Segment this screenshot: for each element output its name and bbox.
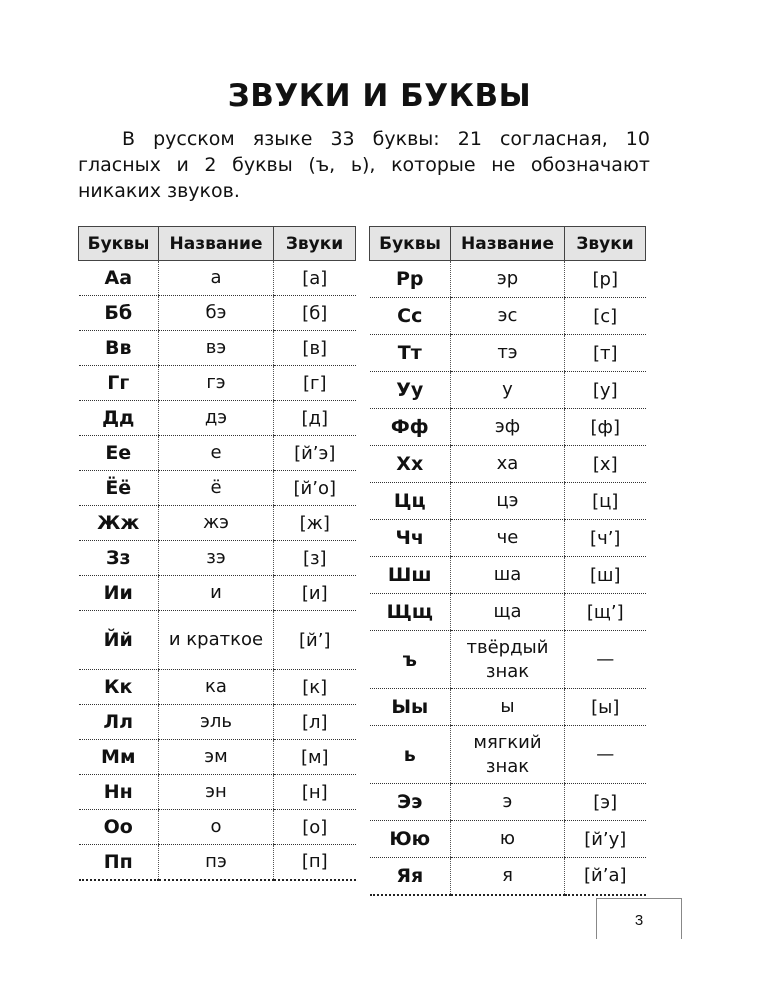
name-cell: о bbox=[159, 810, 274, 845]
table-row bbox=[79, 436, 356, 471]
name-cell: вэ bbox=[159, 331, 274, 366]
sound-cell: [ш] bbox=[565, 557, 646, 594]
table-row bbox=[79, 670, 356, 705]
table-row bbox=[370, 372, 646, 409]
name-cell: цэ bbox=[451, 483, 565, 520]
letter-cell: Цц bbox=[370, 483, 451, 520]
table-row bbox=[79, 261, 356, 296]
letter-cell: Дд bbox=[79, 401, 159, 436]
intro-line-2: гласных и 2 буквы (ъ, ь), которые не обозначают bbox=[78, 154, 650, 176]
letter-cell: Оо bbox=[79, 810, 159, 845]
sound-cell: [з] bbox=[274, 541, 356, 576]
table-row bbox=[370, 483, 646, 520]
sound-cell: [й’а] bbox=[565, 858, 646, 895]
table-row bbox=[370, 631, 646, 689]
letter-cell: Бб bbox=[79, 296, 159, 331]
sound-cell: [э] bbox=[565, 784, 646, 821]
sound-cell: [в] bbox=[274, 331, 356, 366]
sound-cell: [ы] bbox=[565, 689, 646, 726]
name-cell: и bbox=[159, 576, 274, 611]
sound-cell: [й’э] bbox=[274, 436, 356, 471]
header-sounds: Звуки bbox=[274, 227, 356, 261]
letter-cell: Щщ bbox=[370, 594, 451, 631]
name-cell: э bbox=[451, 784, 565, 821]
header-sounds: Звуки bbox=[565, 227, 646, 261]
intro-line-3: никаких звуков. bbox=[78, 180, 240, 202]
sound-cell: [р] bbox=[565, 261, 646, 298]
sound-cell: [ц] bbox=[565, 483, 646, 520]
sound-cell: [г] bbox=[274, 366, 356, 401]
table-row bbox=[370, 689, 646, 726]
name-cell: у bbox=[451, 372, 565, 409]
letter-cell: Лл bbox=[79, 705, 159, 740]
name-cell: пэ bbox=[159, 845, 274, 880]
table-row bbox=[79, 506, 356, 541]
letter-cell: Яя bbox=[370, 858, 451, 895]
letter-cell: Гг bbox=[79, 366, 159, 401]
letter-cell: Зз bbox=[79, 541, 159, 576]
table-row bbox=[79, 775, 356, 810]
name-cell: че bbox=[451, 520, 565, 557]
name-cell: эль bbox=[159, 705, 274, 740]
table-row bbox=[79, 810, 356, 845]
sound-cell: [и] bbox=[274, 576, 356, 611]
table-row bbox=[370, 784, 646, 821]
sound-cell: [х] bbox=[565, 446, 646, 483]
name-cell: а bbox=[159, 261, 274, 296]
letter-cell: Жж bbox=[79, 506, 159, 541]
name-cell: эр bbox=[451, 261, 565, 298]
sound-cell: — bbox=[565, 631, 646, 689]
name-cell: ща bbox=[451, 594, 565, 631]
letter-cell: Ии bbox=[79, 576, 159, 611]
letter-cell: Шш bbox=[370, 557, 451, 594]
page-number: 3 bbox=[634, 912, 644, 929]
table-row bbox=[79, 845, 356, 880]
sound-cell: [т] bbox=[565, 335, 646, 372]
header-name: Название bbox=[451, 227, 565, 261]
table-row bbox=[370, 446, 646, 483]
letter-cell: Уу bbox=[370, 372, 451, 409]
letter-cell: ъ bbox=[370, 631, 451, 689]
name-cell: ка bbox=[159, 670, 274, 705]
name-cell: ы bbox=[451, 689, 565, 726]
letter-cell: Тт bbox=[370, 335, 451, 372]
letter-cell: Ёё bbox=[79, 471, 159, 506]
alphabet-table-left bbox=[78, 226, 356, 881]
table-row bbox=[370, 335, 646, 372]
table-row bbox=[79, 471, 356, 506]
name-cell: твёрдый знак bbox=[451, 631, 565, 689]
letter-cell: Юю bbox=[370, 821, 451, 858]
intro-line-1: В русском языке 33 буквы: 21 согласная, 10 bbox=[122, 128, 650, 150]
letter-cell: Ыы bbox=[370, 689, 451, 726]
name-cell: зэ bbox=[159, 541, 274, 576]
letter-cell: Пп bbox=[79, 845, 159, 880]
header-letters: Буквы bbox=[370, 227, 451, 261]
page-number-box bbox=[596, 898, 682, 939]
sound-cell: [л] bbox=[274, 705, 356, 740]
letter-cell: Хх bbox=[370, 446, 451, 483]
table-row bbox=[79, 705, 356, 740]
letter-cell: Рр bbox=[370, 261, 451, 298]
sound-cell: [о] bbox=[274, 810, 356, 845]
sound-cell: [н] bbox=[274, 775, 356, 810]
table-row bbox=[79, 401, 356, 436]
sound-cell: [п] bbox=[274, 845, 356, 880]
letter-cell: Аа bbox=[79, 261, 159, 296]
header-letters: Буквы bbox=[79, 227, 159, 261]
page-title: ЗВУКИ И БУКВЫ bbox=[227, 78, 532, 114]
sound-cell: [б] bbox=[274, 296, 356, 331]
table-row bbox=[370, 557, 646, 594]
name-cell: эн bbox=[159, 775, 274, 810]
table-row bbox=[370, 726, 646, 784]
table-row bbox=[79, 331, 356, 366]
letter-cell: ь bbox=[370, 726, 451, 784]
letter-cell: Сс bbox=[370, 298, 451, 335]
table-row bbox=[79, 366, 356, 401]
name-cell: гэ bbox=[159, 366, 274, 401]
table-header-row bbox=[370, 227, 646, 261]
alphabet-table-right bbox=[369, 226, 646, 896]
letter-cell: Ее bbox=[79, 436, 159, 471]
table-row bbox=[370, 821, 646, 858]
table-row bbox=[370, 594, 646, 631]
sound-cell: [а] bbox=[274, 261, 356, 296]
table-row bbox=[79, 611, 356, 670]
name-cell: я bbox=[451, 858, 565, 895]
letter-cell: Йй bbox=[79, 611, 159, 670]
sound-cell: [д] bbox=[274, 401, 356, 436]
table-row bbox=[79, 576, 356, 611]
name-cell: ха bbox=[451, 446, 565, 483]
intro-paragraph bbox=[78, 126, 650, 204]
sound-cell: — bbox=[565, 726, 646, 784]
table-row bbox=[79, 541, 356, 576]
name-cell: эс bbox=[451, 298, 565, 335]
name-cell: ша bbox=[451, 557, 565, 594]
name-cell: эм bbox=[159, 740, 274, 775]
table-row bbox=[79, 296, 356, 331]
name-cell: жэ bbox=[159, 506, 274, 541]
letter-cell: Фф bbox=[370, 409, 451, 446]
table-header-row bbox=[79, 227, 356, 261]
name-cell: е bbox=[159, 436, 274, 471]
name-cell: бэ bbox=[159, 296, 274, 331]
table-row bbox=[370, 261, 646, 298]
sound-cell: [ч’] bbox=[565, 520, 646, 557]
letter-cell: Кк bbox=[79, 670, 159, 705]
name-cell: эф bbox=[451, 409, 565, 446]
sound-cell: [у] bbox=[565, 372, 646, 409]
name-cell: мягкий знак bbox=[451, 726, 565, 784]
name-cell: дэ bbox=[159, 401, 274, 436]
name-cell: и краткое bbox=[159, 611, 274, 670]
sound-cell: [с] bbox=[565, 298, 646, 335]
sound-cell: [й’у] bbox=[565, 821, 646, 858]
table-row bbox=[79, 740, 356, 775]
table-row bbox=[370, 520, 646, 557]
name-cell: ю bbox=[451, 821, 565, 858]
sound-cell: [м] bbox=[274, 740, 356, 775]
letter-cell: Вв bbox=[79, 331, 159, 366]
sound-cell: [к] bbox=[274, 670, 356, 705]
letter-cell: Мм bbox=[79, 740, 159, 775]
name-cell: ё bbox=[159, 471, 274, 506]
sound-cell: [й’о] bbox=[274, 471, 356, 506]
table-row bbox=[370, 409, 646, 446]
letter-cell: Чч bbox=[370, 520, 451, 557]
sound-cell: [ж] bbox=[274, 506, 356, 541]
letter-cell: Ээ bbox=[370, 784, 451, 821]
sound-cell: [й’] bbox=[274, 611, 356, 670]
sound-cell: [ф] bbox=[565, 409, 646, 446]
name-cell: тэ bbox=[451, 335, 565, 372]
header-name: Название bbox=[159, 227, 274, 261]
table-row bbox=[370, 298, 646, 335]
letter-cell: Нн bbox=[79, 775, 159, 810]
table-row bbox=[370, 858, 646, 895]
sound-cell: [щ’] bbox=[565, 594, 646, 631]
